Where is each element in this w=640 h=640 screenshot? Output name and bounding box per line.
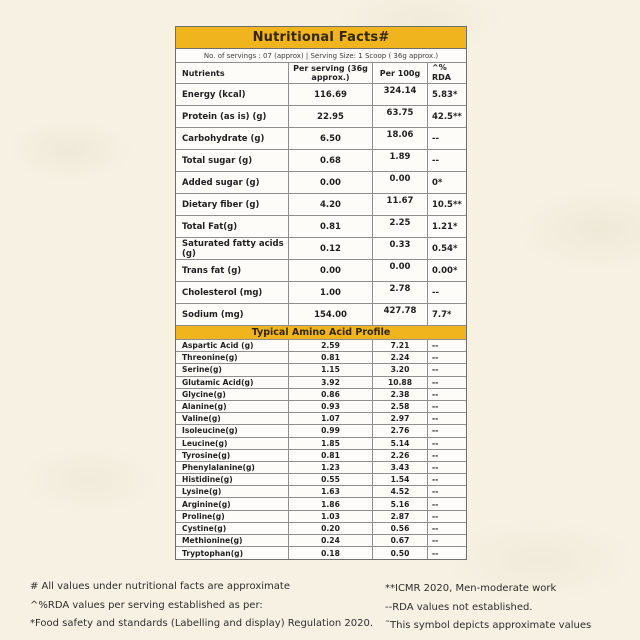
rda-value: 7.7* [432, 309, 452, 320]
nutrient-name: Saturated fatty acids (g) [176, 238, 289, 259]
per-100g-value: 11.67 [373, 194, 428, 215]
amino-per-100g-value: 4.52 [373, 486, 428, 497]
rda-header-label: RDA [432, 73, 451, 82]
amino-per-serving-value: 0.93 [289, 401, 373, 412]
amino-acid-row [176, 450, 466, 462]
nutrient-row [176, 150, 466, 172]
footnote-rda-established: ^%RDA values per serving established as per: [30, 599, 263, 611]
amino-acid-name: Glycine(g) [176, 389, 289, 400]
per-100g-value: 0.00 [373, 172, 428, 193]
amino-per-serving-value: 3.92 [289, 377, 373, 388]
amino-per-100g-value: 2.26 [373, 450, 428, 461]
amino-rda-value: -- [432, 426, 439, 436]
per-serving-value: 4.20 [289, 194, 373, 215]
rda-value: -- [432, 287, 440, 298]
amino-per-serving-value: 1.86 [289, 498, 373, 509]
nutrient-row [176, 84, 466, 106]
rda-value: 0* [432, 177, 443, 188]
amino-acid-name: Cystine(g) [176, 523, 289, 534]
rda-value: 0.54* [432, 243, 458, 254]
rda-value: 5.83* [432, 89, 458, 100]
amino-per-serving-value: 0.81 [289, 352, 373, 363]
amino-per-serving-value: 1.85 [289, 438, 373, 449]
amino-rda-value: -- [432, 389, 439, 399]
amino-acid-name: Isoleucine(g) [176, 425, 289, 436]
amino-acid-name: Arginine(g) [176, 498, 289, 509]
per-serving-value: 1.00 [289, 282, 373, 303]
rda-value: 10.5** [432, 199, 462, 210]
amino-per-100g-value: 5.14 [373, 438, 428, 449]
nutrient-row [176, 128, 466, 150]
amino-acid-row [176, 401, 466, 413]
amino-acid-name: Glutamic Acid(g) [176, 377, 289, 388]
nutrient-row [176, 238, 466, 260]
column-header-per-100g: Per 100g [373, 63, 428, 83]
amino-per-serving-value: 0.81 [289, 450, 373, 461]
nutrient-row [176, 106, 466, 128]
amino-per-serving-value: 0.18 [289, 547, 373, 559]
amino-acid-name: Alanine(g) [176, 401, 289, 412]
amino-acid-row [176, 413, 466, 425]
per-100g-value: 324.14 [373, 84, 428, 105]
per-serving-value: 0.00 [289, 260, 373, 281]
per-serving-value: 0.68 [289, 150, 373, 171]
amino-rda-value: -- [432, 377, 439, 387]
amino-rda-value: -- [432, 475, 439, 485]
amino-acid-name: Lysine(g) [176, 486, 289, 497]
footnote-approximate-values: # All values under nutritional facts are approximate [30, 581, 290, 592]
amino-acid-rows [176, 340, 466, 559]
amino-acid-row [176, 389, 466, 401]
nutrition-facts-table [175, 26, 467, 560]
amino-acid-row [176, 438, 466, 450]
amino-per-serving-value: 2.59 [289, 340, 373, 351]
nutrient-row [176, 194, 466, 216]
amino-per-serving-value: 0.20 [289, 523, 373, 534]
nutrition-facts-title: Nutritional Facts# [176, 27, 466, 49]
amino-acid-row [176, 547, 466, 559]
amino-acid-name: Phenylalanine(g) [176, 462, 289, 473]
amino-acid-name: Valine(g) [176, 413, 289, 424]
amino-per-100g-value: 2.87 [373, 511, 428, 522]
per-serving-value: 6.50 [289, 128, 373, 149]
nutrient-name: Added sugar (g) [176, 172, 289, 193]
per-100g-value: 63.75 [373, 106, 428, 127]
amino-rda-value: -- [432, 462, 439, 472]
amino-acid-section-header: Typical Amino Acid Profile [176, 326, 466, 340]
amino-per-serving-value: 0.99 [289, 425, 373, 436]
per-serving-value: 22.95 [289, 106, 373, 127]
amino-rda-value: -- [432, 414, 439, 424]
amino-per-100g-value: 1.54 [373, 474, 428, 485]
rda-value: 0.00* [432, 265, 458, 276]
amino-acid-row [176, 474, 466, 486]
servings-info: No. of servings : 07 (approx) | Serving Size: 1 Scoop ( 36g approx.) [176, 49, 466, 63]
footnote-approx-symbol: ˜This symbol depicts approximate values [385, 620, 592, 631]
amino-acid-row [176, 364, 466, 376]
amino-rda-value: -- [432, 499, 439, 509]
amino-acid-row [176, 535, 466, 547]
nutrient-name: Total Fat(g) [176, 216, 289, 237]
amino-acid-name: Histidine(g) [176, 474, 289, 485]
amino-per-serving-value: 0.86 [289, 389, 373, 400]
amino-per-serving-value: 1.07 [289, 413, 373, 424]
nutrient-name: Protein (as is) (g) [176, 106, 289, 127]
amino-per-100g-value: 3.20 [373, 364, 428, 375]
per-100g-value: 2.25 [373, 216, 428, 237]
amino-acid-row [176, 352, 466, 364]
amino-per-100g-value: 0.67 [373, 535, 428, 546]
amino-rda-value: -- [432, 523, 439, 533]
amino-rda-value: -- [432, 487, 439, 497]
per-100g-value: 1.89 [373, 150, 428, 171]
amino-acid-name: Threonine(g) [176, 352, 289, 363]
amino-per-100g-value: 2.97 [373, 413, 428, 424]
amino-per-100g-value: 0.50 [373, 547, 428, 559]
amino-acid-row [176, 511, 466, 523]
nutrient-row [176, 304, 466, 326]
nutrient-name: Carbohydrate (g) [176, 128, 289, 149]
per-100g-value: 18.06 [373, 128, 428, 149]
amino-acid-row [176, 340, 466, 352]
amino-per-100g-value: 10.88 [373, 377, 428, 388]
nutrient-name: Trans fat (g) [176, 260, 289, 281]
amino-per-100g-value: 3.43 [373, 462, 428, 473]
footnotes-left [30, 578, 373, 634]
amino-per-100g-value: 2.76 [373, 425, 428, 436]
amino-per-100g-value: 0.56 [373, 523, 428, 534]
amino-per-serving-value: 1.03 [289, 511, 373, 522]
amino-acid-row [176, 523, 466, 535]
column-header-nutrients: Nutrients [176, 63, 289, 83]
amino-per-serving-value: 0.24 [289, 535, 373, 546]
footnote-fssai-regulation: *Food safety and standards (Labelling and display) Regulation 2020. [30, 618, 374, 629]
amino-rda-value: -- [432, 450, 439, 460]
footnote-icmr: **ICMR 2020, Men-moderate work [385, 583, 557, 594]
amino-rda-value: -- [432, 438, 439, 448]
amino-rda-value: -- [432, 548, 439, 558]
rda-value: 1.21* [432, 221, 458, 232]
amino-acid-name: Serine(g) [176, 364, 289, 375]
per-100g-value: 2.78 [373, 282, 428, 303]
amino-per-serving-value: 1.23 [289, 462, 373, 473]
rda-value: 42.5** [432, 111, 462, 122]
amino-per-serving-value: 1.63 [289, 486, 373, 497]
amino-acid-name: Proline(g) [176, 511, 289, 522]
nutrient-row [176, 282, 466, 304]
nutrient-name: Energy (kcal) [176, 84, 289, 105]
per-serving-value: 116.69 [289, 84, 373, 105]
per-100g-value: 427.78 [373, 304, 428, 325]
nutrient-name: Dietary fiber (g) [176, 194, 289, 215]
rda-value: -- [432, 155, 440, 166]
amino-rda-value: -- [432, 353, 439, 363]
amino-acid-name: Methionine(g) [176, 535, 289, 546]
amino-acid-name: Tyrosine(g) [176, 450, 289, 461]
footnotes-right [385, 580, 591, 636]
amino-acid-name: Aspartic Acid (g) [176, 340, 289, 351]
rda-value: -- [432, 133, 440, 144]
amino-acid-row [176, 462, 466, 474]
nutrient-name: Sodium (mg) [176, 304, 289, 325]
amino-acid-row [176, 425, 466, 437]
amino-per-100g-value: 2.24 [373, 352, 428, 363]
rda-header-symbol: ^% [432, 63, 447, 73]
amino-per-100g-value: 7.21 [373, 340, 428, 351]
amino-acid-name: Tryptophan(g) [176, 547, 289, 559]
nutrient-row [176, 260, 466, 282]
amino-per-100g-value: 2.58 [373, 401, 428, 412]
amino-acid-row [176, 498, 466, 510]
nutrient-row [176, 216, 466, 238]
amino-rda-value: -- [432, 341, 439, 351]
per-serving-value: 0.12 [289, 238, 373, 259]
per-100g-value: 0.00 [373, 260, 428, 281]
nutrient-row [176, 172, 466, 194]
amino-per-100g-value: 2.38 [373, 389, 428, 400]
amino-rda-value: -- [432, 402, 439, 412]
amino-rda-value: -- [432, 536, 439, 546]
nutrient-rows [176, 84, 466, 326]
per-serving-value: 0.00 [289, 172, 373, 193]
amino-rda-value: -- [432, 511, 439, 521]
amino-acid-name: Leucine(g) [176, 438, 289, 449]
column-header-rda [428, 63, 466, 83]
amino-per-serving-value: 0.55 [289, 474, 373, 485]
footnote-rda-not-established: --RDA values not established. [385, 601, 533, 613]
per-serving-value: 154.00 [289, 304, 373, 325]
column-header-row [176, 63, 466, 84]
amino-per-100g-value: 5.16 [373, 498, 428, 509]
amino-per-serving-value: 1.15 [289, 364, 373, 375]
amino-rda-value: -- [432, 365, 439, 375]
amino-acid-row [176, 486, 466, 498]
amino-acid-row [176, 377, 466, 389]
per-serving-value: 0.81 [289, 216, 373, 237]
nutrient-name: Cholesterol (mg) [176, 282, 289, 303]
column-header-per-serving: Per serving (36g approx.) [289, 63, 373, 83]
nutrient-name: Total sugar (g) [176, 150, 289, 171]
per-100g-value: 0.33 [373, 238, 428, 259]
